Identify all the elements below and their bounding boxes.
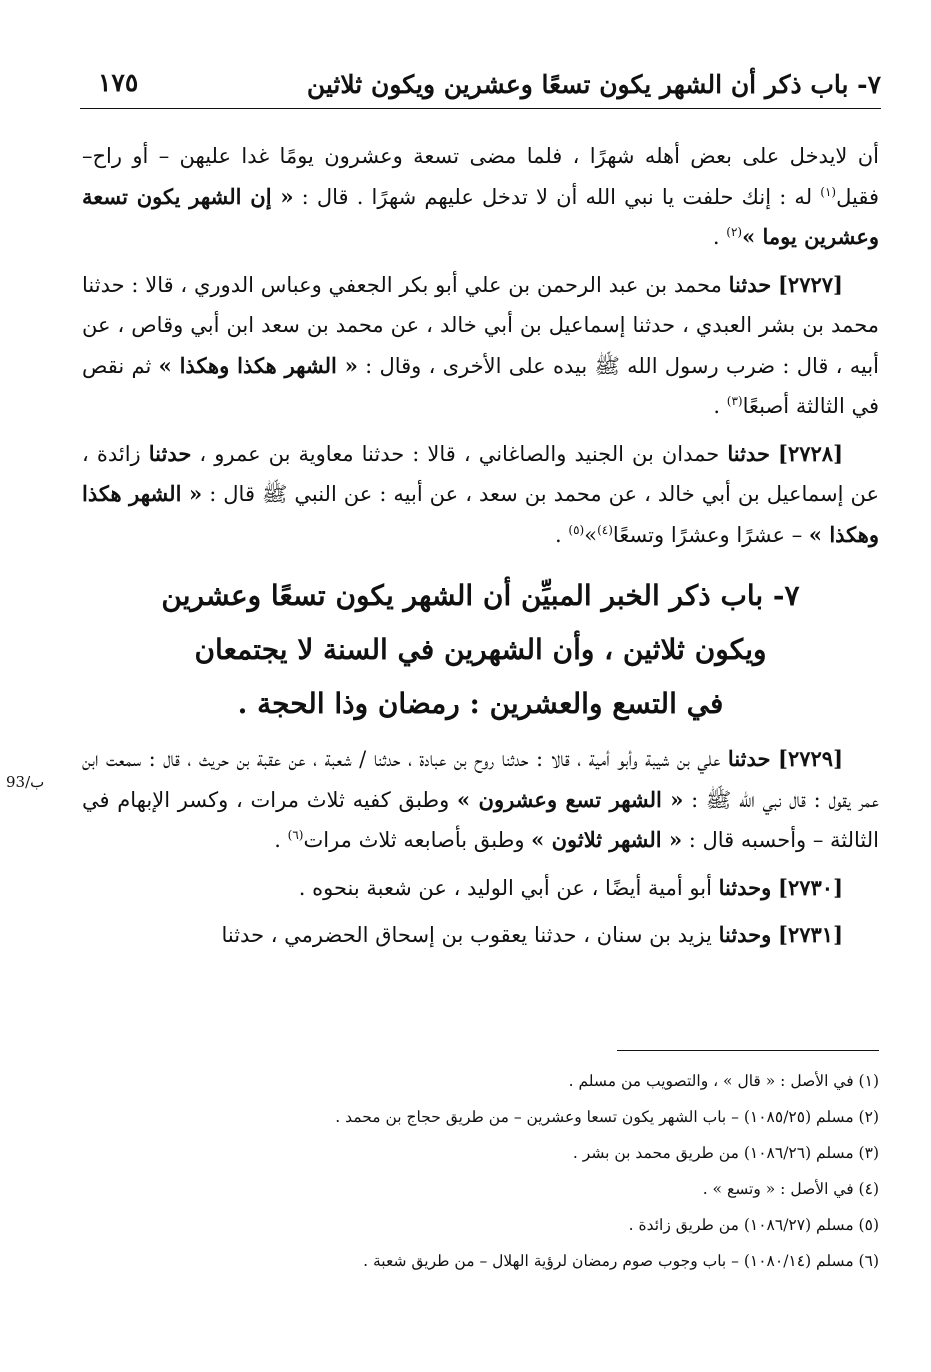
footnote-ref: (٢): [726, 225, 743, 239]
hadith-number: [٢٧٢٩]: [778, 746, 843, 771]
chapter-heading-line: ٧- باب ذكر الخبر المبيِّن أن الشهر يكون تسعًا وعشرين: [161, 579, 800, 612]
footnote: (١) في الأصل : « قال » ، والتصويب من مسلم .: [568, 1072, 879, 1090]
hadith-number: [٢٧٣١]: [778, 922, 843, 947]
quoted-saying: « إن الشهر يكون تسعة وعشرين يوما »: [82, 183, 879, 249]
footnote-ref: (٦): [287, 828, 304, 842]
hadith-2729: [٢٧٢٩] حدثنا علي بن شيبة وأبو أمية ، قالا : حدثنا روح بن عبادة ، حدثنا / شعبة ، عن عقبة بن حريث ، قال : سمعت ابن عمر يقول : قال نبي الله ﷺ : « الشهر تسع وعشرون » وطبق كفيه ثلاث مرات ، وكسر الإبهام في الثالثة – وأحسبه قال : « الشهر ثلاثون » وطبق بأصابعه ثلاث مرات$^{(٦)}$ .: [82, 746, 879, 852]
footnote-ref: (٣): [726, 394, 743, 408]
hadith-number: [٢٧٢٨]: [778, 440, 843, 466]
footnote-divider: [617, 1050, 879, 1051]
narration-keyword: حدثنا: [728, 271, 772, 297]
chapter-heading-line: في التسع والعشرين : رمضان وذا الحجة .: [237, 687, 724, 720]
narration-keyword: وحدثنا: [718, 922, 772, 947]
quoted-saying: « الشهر تسع وعشرون »: [457, 786, 684, 812]
footnote: (٢) مسلم (١٠٨٥/٢٥) – باب الشهر يكون تسعا وعشرين – من طريق حجاج بن محمد .: [335, 1108, 879, 1126]
footnote-ref: (٥): [568, 522, 585, 537]
page-number: ١٧٥: [98, 68, 139, 97]
page-header: [80, 62, 881, 109]
footnote: (٦) مسلم (١٠٨٠/١٤) – باب وجوب صوم رمضان لرؤية الهلال – من طريق شعبة .: [363, 1252, 879, 1270]
continuation-paragraph: أن لايدخل على بعض أهله شهرًا ، فلما مضى تسعة وعشرون يومًا غدا عليهن – أو راح– فقيل$^{(١)}$ له : إنك حلفت يا نبي الله أن لا تدخل عليهم شهرًا . قال : « إن الشهر يكون تسعة وعشرين يوما »$^{(٢)}$ .: [82, 144, 879, 249]
footnote-ref: (٤): [597, 522, 613, 537]
footnote: (٣) مسلم (١٠٨٦/٢٦) من طريق محمد بن بشر .: [572, 1144, 879, 1162]
hadith-2727: [٢٧٢٧] حدثنا محمد بن عبد الرحمن بن علي أبو بكر الجعفي وعباس الدوري ، قالا : حدثنا محمد بن بشر العبدي ، حدثنا إسماعيل بن أبي خالد ، عن محمد بن سعد ابن أبي وقاص ، عن أبيه ، قال : ضرب رسول الله ﷺ بيده على الأخرى ، وقال : « الشهر هكذا وهكذا » ثم نقص في الثالثة أصبعًا$^{(٣)}$ .: [82, 271, 879, 418]
footnote-ref: (١): [820, 184, 837, 199]
quoted-saying: « الشهر ثلاثون »: [531, 827, 683, 852]
running-title: ٧- باب ذكر أن الشهر يكون تسعًا وعشرين ويكون ثلاثين: [306, 70, 881, 99]
footnote: (٥) مسلم (١٠٨٦/٢٧) من طريق زائدة .: [628, 1216, 879, 1234]
manuscript-folio-note: 93/ب: [6, 773, 45, 791]
hadith-number: [٢٧٢٧]: [777, 271, 843, 297]
main-text: [82, 136, 879, 956]
hadith-2728: [٢٧٢٨] حدثنا حمدان بن الجنيد والصاغاني ، قالا : حدثنا معاوية بن عمرو ، حدثنا زائدة ، عن إسماعيل بن أبي خالد ، عن محمد بن سعد ، عن أبيه : عن النبي ﷺ قال : « الشهر هكذا وهكذا » – عشرًا وعشرًا وتسعًا$^{(٤)}$»$^{(٥)}$ .: [82, 440, 880, 547]
hadith-number: [٢٧٣٠]: [778, 874, 843, 900]
hadith-2730: [٢٧٣٠] وحدثنا أبو أمية أيضًا ، عن أبي الوليد ، عن شعبة بنحوه .: [298, 874, 843, 900]
narration-keyword: حدثنا: [727, 746, 771, 771]
quoted-saying: « الشهر هكذا وهكذا »: [82, 481, 879, 547]
footnotes: [82, 1063, 879, 1279]
hadith-2731: [٢٧٣١] وحدثنا يزيد بن سنان ، حدثنا يعقوب بن إسحاق الحضرمي ، حدثنا: [221, 922, 843, 947]
narration-keyword: حدثنا: [727, 440, 770, 466]
narration-keyword: حدثنا: [148, 440, 192, 466]
quoted-saying: « الشهر هكذا وهكذا »: [158, 352, 358, 378]
chapter-heading: [82, 569, 879, 731]
footnote: (٤) في الأصل : « وتسع » .: [702, 1180, 879, 1198]
chapter-heading-line: ويكون ثلاثين ، وأن الشهرين في السنة لا يجتمعان: [194, 633, 767, 666]
narration-keyword: وحدثنا: [718, 874, 772, 900]
